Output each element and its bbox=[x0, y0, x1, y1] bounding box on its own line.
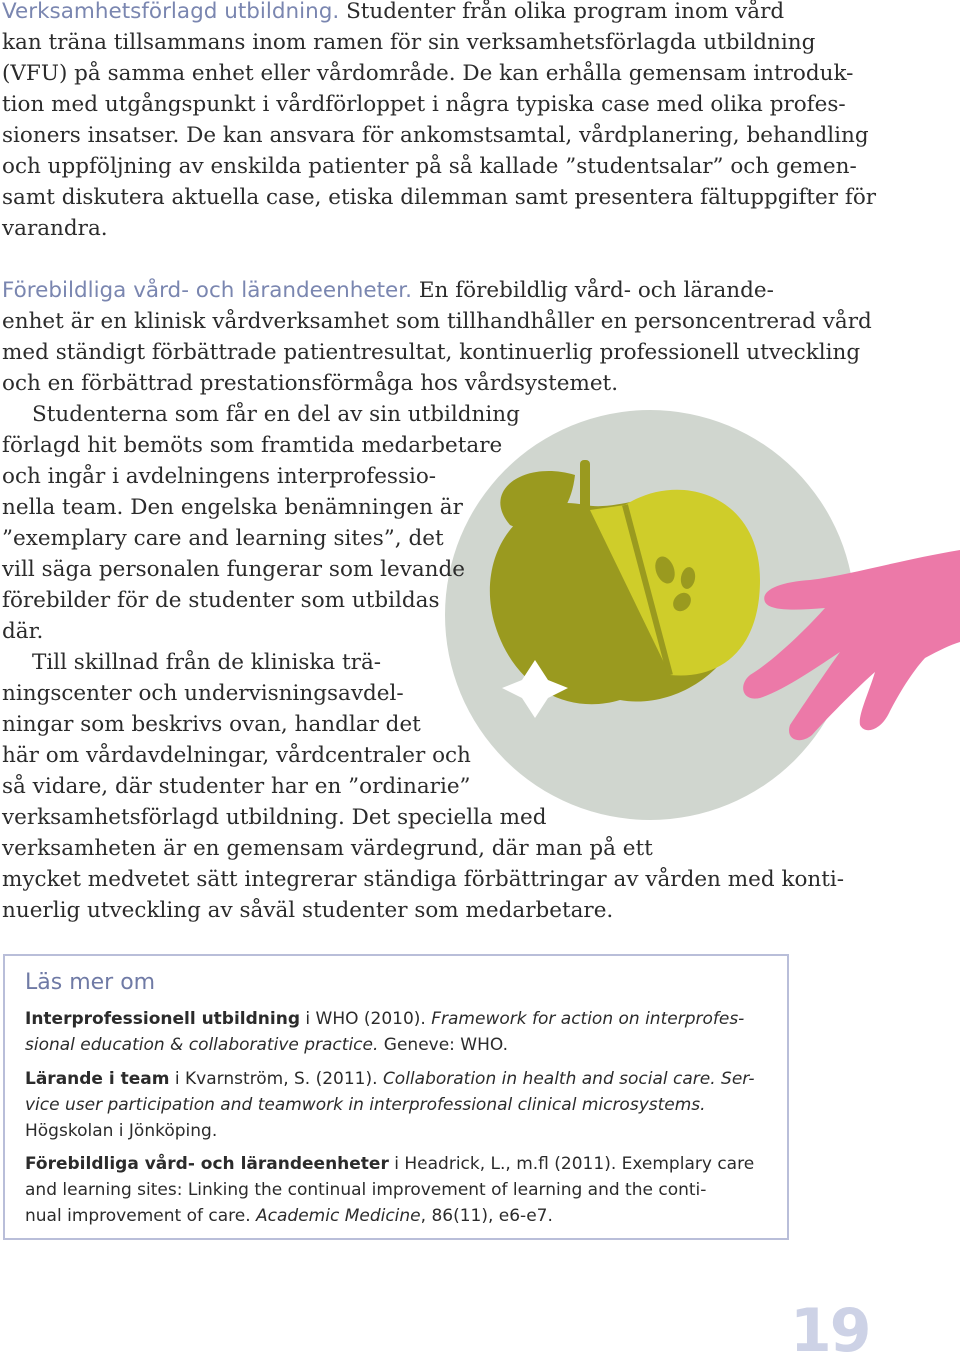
paragraph-line: här om vårdavdelningar, vårdcentraler och bbox=[2, 743, 471, 768]
paragraph-line: verksamhetsförlagd utbildning. Det speciella med bbox=[2, 805, 547, 830]
paragraph-line: Till skillnad från de kliniska trä- bbox=[32, 650, 382, 675]
box-title: Läs mer om bbox=[25, 970, 156, 995]
page-number: 19 bbox=[790, 1296, 870, 1366]
paragraph-line: så vidare, där studenter har en ”ordinarie” bbox=[2, 774, 471, 799]
paragraph-line: och uppföljning av enskilda patienter på så kallade ”studentsalar” och gemen- bbox=[2, 154, 857, 179]
reference-line: Lärande i team i Kvarnström, S. (2011). Collaboration in health and social care. Ser- bbox=[25, 1069, 755, 1089]
paragraph-line: och ingår i avdelningens interprofessio- bbox=[2, 464, 437, 489]
paragraph-line: tion med utgångspunkt i vårdförloppet i några typiska case med olika profes- bbox=[2, 92, 846, 117]
paragraph-line: (VFU) på samma enhet eller vårdområde. De kan erhålla gemensam introduk- bbox=[2, 61, 854, 86]
reference-line: vice user participation and teamwork in interprofessional clinical microsystems. bbox=[25, 1095, 706, 1115]
reference-line: Förebildliga vård- och lärandeenheter i Headrick, L., m.fl (2011). Exemplary care bbox=[25, 1154, 755, 1174]
reference-line: Högskolan i Jönköping. bbox=[25, 1121, 218, 1141]
paragraph-line: kan träna tillsammans inom ramen för sin verksamhetsförlagda utbildning bbox=[2, 30, 816, 55]
paragraph-line: varandra. bbox=[2, 216, 108, 241]
paragraph-line: förlagd hit bemöts som framtida medarbetare bbox=[2, 433, 503, 458]
section-heading: Verksamhetsförlagd utbildning. bbox=[2, 0, 340, 24]
paragraph-line: samt diskutera aktuella case, etiska dilemman samt presentera fältuppgifter för bbox=[2, 185, 877, 210]
paragraph-line: Studenterna som får en del av sin utbildning bbox=[32, 402, 520, 427]
paragraph-line: ningar som beskrivs ovan, handlar det bbox=[2, 712, 421, 737]
paragraph-line: Verksamhetsförlagd utbildning. Studenter från olika program inom vård bbox=[2, 0, 785, 24]
paragraph-line: mycket medvetet sätt integrerar ständiga förbättringar av vården med konti- bbox=[2, 867, 845, 892]
reference-line: sional education & collaborative practice. Geneve: WHO. bbox=[25, 1035, 508, 1055]
paragraph-line: enhet är en klinisk vårdverksamhet som tillhandhåller en personcentrerad vård bbox=[2, 309, 872, 334]
paragraph-line: förebilder för de studenter som utbildas bbox=[2, 588, 440, 613]
paragraph-line: verksamheten är en gemensam värdegrund, där man på ett bbox=[2, 836, 653, 861]
paragraph-line: nuerlig utveckling av såväl studenter som medarbetare. bbox=[2, 898, 614, 923]
paragraph-line: med ständigt förbättrade patientresultat, kontinuerlig professionell utveckling bbox=[2, 340, 861, 365]
reference-line: nual improvement of care. Academic Medicine, 86(11), e6-e7. bbox=[25, 1206, 553, 1226]
apple-hand-illustration bbox=[420, 410, 960, 830]
paragraph-line: Förebildliga vård- och lärandeenheter. En förebildlig vård- och lärande- bbox=[2, 278, 774, 303]
section-heading: Förebildliga vård- och lärandeenheter. bbox=[2, 278, 412, 303]
paragraph-line: ningscenter och undervisningsavdel- bbox=[2, 681, 404, 706]
paragraph-line: där. bbox=[2, 619, 44, 644]
reference-line: Interprofessionell utbildning i WHO (2010). Framework for action on interprofes- bbox=[25, 1009, 745, 1029]
stem-icon bbox=[580, 460, 590, 510]
paragraph-line: nella team. Den engelska benämningen är bbox=[2, 495, 463, 520]
paragraph-line: sioners insatser. De kan ansvara för ankomstsamtal, vårdplanering, behandling bbox=[2, 123, 869, 148]
paragraph-line: vill säga personalen fungerar som levande bbox=[2, 557, 466, 582]
reference-line: and learning sites: Linking the continual improvement of learning and the conti- bbox=[25, 1180, 707, 1200]
read-more-box bbox=[3, 954, 789, 1240]
paragraph-line: och en förbättrad prestationsförmåga hos vårdsystemet. bbox=[2, 371, 619, 396]
paragraph-line: ”exemplary care and learning sites”, det bbox=[2, 526, 444, 551]
